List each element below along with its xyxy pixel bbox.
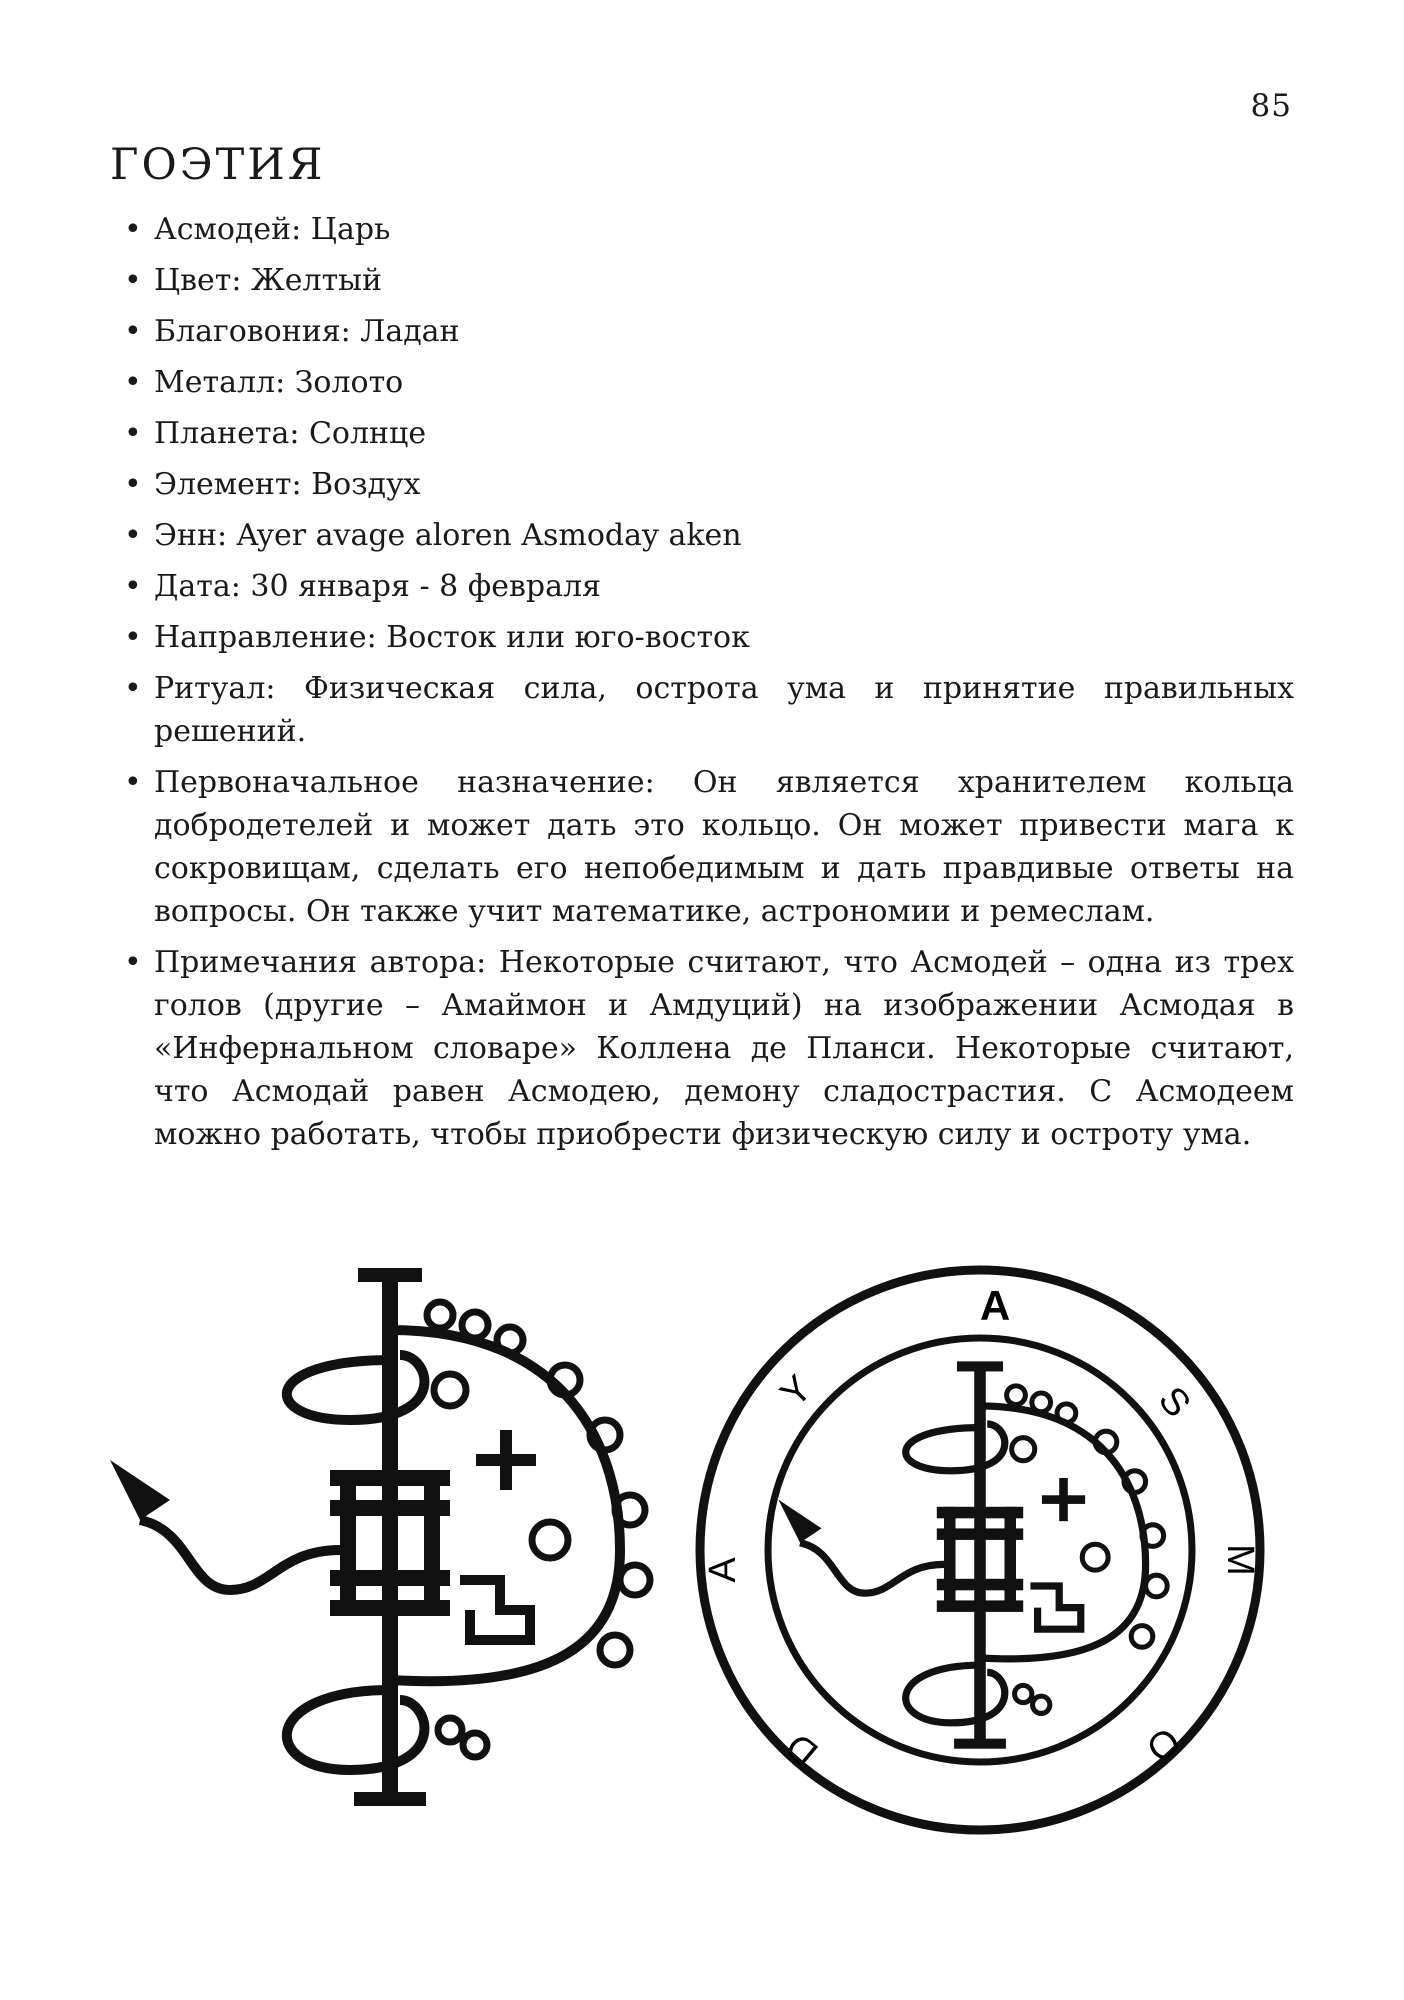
seal-letter: M [1219,1544,1261,1576]
seal-circle [700,1270,1261,1830]
seal-letter: Y [772,1367,821,1416]
seal-letter: S [1149,1379,1199,1426]
list-item: • Металл: Золото [122,361,1294,404]
attribute-list [122,208,1294,1164]
seal-letter: O [1137,1718,1188,1770]
seal-letter: A [702,1557,744,1583]
list-item: • Направление: Восток или юго-восток [122,616,1294,659]
list-item: • Примечания автора: Некоторые считают, что Асмодей – одна из трех голов (другие – Амаймон и Амдуций) на изображении Асмодая в «Инфернальном словаре» Коллена де Планси. Некоторые считают, что Асмодай равен Асмодею, демону сладострастия. С Асмодеем можно работать, чтобы приобрести физическую силу и остроту ума. [122,941,1294,1156]
seal-illustrations [0,1200,1404,1840]
sigil-left [110,1268,650,1806]
list-item: • Цвет: Желтый [122,259,1294,302]
list-item: • Благовония: Ладан [122,310,1294,353]
list-item: • Первоначальное назначение: Он является хранителем кольца добродетелей и может дать это кольцо. Он может привести мага к сокровищам, сделать его непобедимым и дать правдивые ответы на вопросы. Он также учит математике, астрономии и ремеслам. [122,761,1294,933]
page-number: 85 [1250,88,1292,124]
list-item: • Энн: Ayer avage aloren Asmoday aken [122,514,1294,557]
list-item: • Элемент: Воздух [122,463,1294,506]
list-item: • Дата: 30 января - 8 февраля [122,565,1294,608]
list-item: • Ритуал: Физическая сила, острота ума и принятие правильных решений. [122,667,1294,753]
list-item: • Планета: Солнце [122,412,1294,455]
seal-letter: D [778,1724,827,1775]
page-title: ГОЭТИЯ [110,140,326,190]
seal-letter: A [979,1282,1011,1329]
list-item: • Асмодей: Царь [122,208,1294,251]
